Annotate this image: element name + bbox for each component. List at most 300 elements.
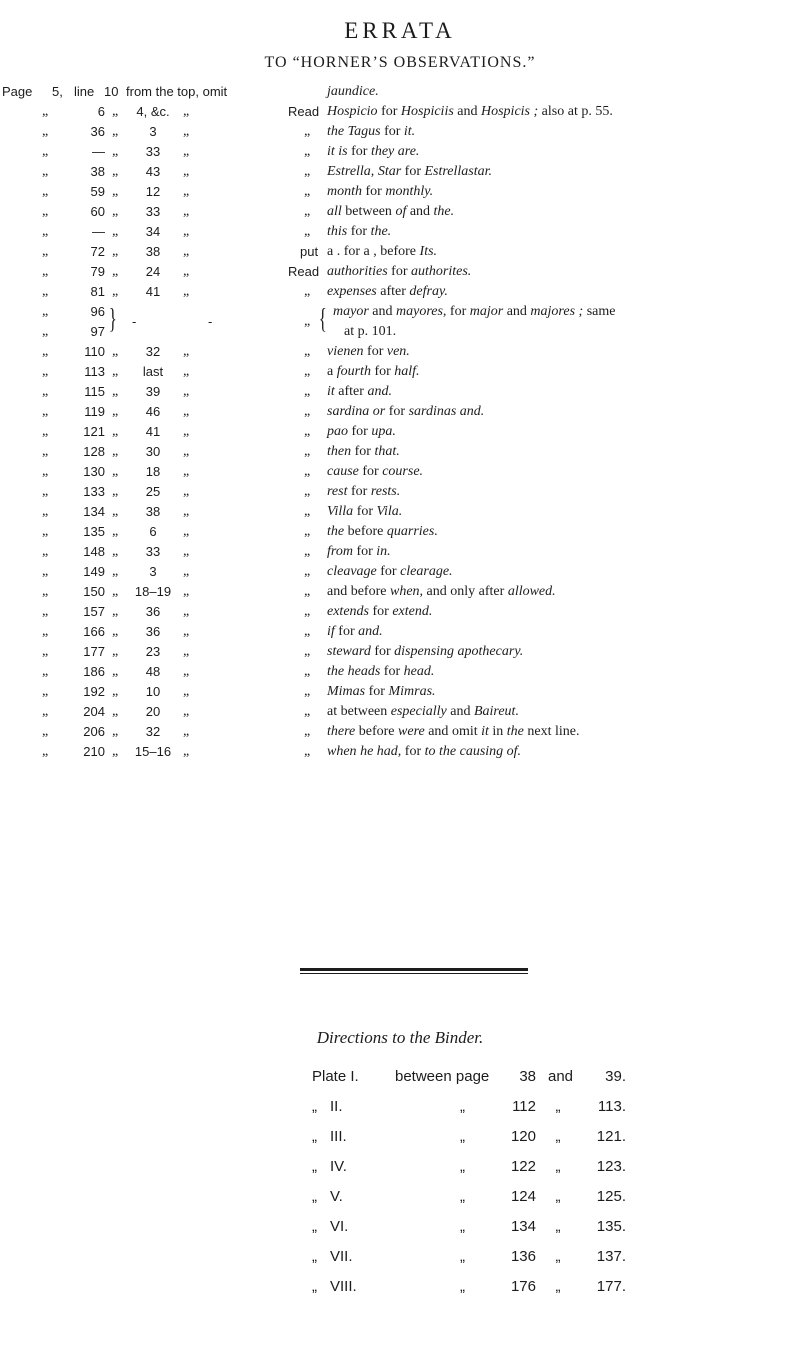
page-number: 79 (90, 264, 105, 279)
action-word: „ (304, 444, 311, 459)
line-number: 32 (145, 724, 161, 739)
correction-text: sardina or for sardinas and. (327, 404, 485, 419)
plate-row (0, 1158, 800, 1188)
ditto-mark: „ (183, 524, 190, 539)
ditto-mark: „ (112, 664, 119, 679)
errata-row (0, 664, 800, 684)
ditto-mark: „ (112, 744, 119, 759)
plate-number: II. (330, 1098, 343, 1115)
page-number: 134 (83, 504, 105, 519)
ditto-mark: „ (42, 484, 49, 499)
correction-text: cleavage for clearage. (327, 564, 453, 579)
errata-row (0, 744, 800, 764)
line-number: 10 (145, 684, 161, 699)
line-number: 23 (145, 644, 161, 659)
action-word: „ (304, 604, 311, 619)
to-page: 135. (596, 1218, 626, 1235)
action-word: „ (304, 624, 311, 639)
page-word: Page (2, 84, 33, 99)
ditto-mark: „ (42, 444, 49, 459)
correction-text: cause for course. (327, 464, 424, 479)
ditto-mark: „ (112, 264, 119, 279)
to-page: 121. (596, 1128, 626, 1145)
correction-text: a . for a , before Its. (327, 244, 438, 259)
action-word: „ (304, 504, 311, 519)
ditto-mark: „ (183, 404, 190, 419)
correction-text: there before were and omit it in the next line. (327, 724, 580, 739)
from-page: 120 (510, 1128, 536, 1145)
page-number: 206 (83, 724, 105, 739)
correction-text: Estrella, Star for Estrellastar. (327, 164, 493, 179)
ditto-mark: „ (304, 314, 311, 329)
ditto-mark: „ (112, 644, 119, 659)
action-word: „ (304, 344, 311, 359)
ditto-mark: „ (555, 1248, 561, 1265)
page-number: 59 (90, 184, 105, 199)
errata-row (0, 344, 800, 364)
errata-row (0, 104, 800, 124)
bracket-dash: - (132, 314, 137, 329)
action-word: „ (304, 744, 311, 759)
ditto-mark: „ (42, 204, 49, 219)
plate-number: VI. (330, 1218, 349, 1235)
line-number: 20 (145, 704, 161, 719)
ditto-mark: „ (183, 144, 190, 159)
correction-text: at p. 101. (344, 324, 397, 339)
ditto-mark: „ (112, 584, 119, 599)
binder-title: Directions to the Binder. (316, 1028, 484, 1047)
errata-bracket-row (0, 324, 800, 344)
line-number: 43 (145, 164, 161, 179)
action-word: „ (304, 224, 311, 239)
page-number: 36 (90, 124, 105, 139)
ditto-mark: „ (42, 244, 49, 259)
line-number: 18–19 (134, 584, 172, 599)
from-page: 122 (510, 1158, 536, 1175)
ditto-mark: „ (183, 344, 190, 359)
ditto-mark: „ (183, 644, 190, 659)
from-text: from the top, omit (126, 84, 228, 99)
line-number: 36 (145, 604, 161, 619)
page-number: 6 (97, 104, 105, 119)
correction-text: pao for upa. (327, 424, 396, 439)
bracket-brace: { (318, 304, 327, 335)
from-page: 124 (510, 1188, 536, 1205)
ditto-mark: „ (112, 724, 119, 739)
divider-rule (300, 968, 528, 974)
page-number: 128 (83, 444, 105, 459)
ditto-mark: „ (42, 704, 49, 719)
correction-text: all between of and the. (327, 204, 455, 219)
plate-row (0, 1218, 800, 1248)
ditto-mark: „ (112, 524, 119, 539)
errata-row (0, 724, 800, 744)
ditto-mark: „ (312, 1188, 317, 1205)
page-number: 96 (90, 304, 105, 319)
line-number: 12 (145, 184, 161, 199)
ditto-mark: „ (312, 1248, 317, 1265)
line-word: line (74, 84, 95, 99)
ditto-mark: „ (42, 644, 49, 659)
ditto-mark: „ (112, 484, 119, 499)
line-number: 33 (145, 544, 161, 559)
first-line: 10 (104, 84, 119, 99)
errata-row (0, 684, 800, 704)
page-number: 149 (83, 564, 105, 579)
page-number: 81 (90, 284, 105, 299)
ditto-mark: „ (42, 224, 49, 239)
correction-text: Hospicio for Hospiciis and Hospicis ; also at p. 55. (327, 104, 613, 119)
action-word: „ (304, 544, 311, 559)
ditto-mark: „ (112, 464, 119, 479)
ditto-mark: „ (42, 184, 49, 199)
ditto-mark: „ (112, 244, 119, 259)
ditto-mark: „ (42, 364, 49, 379)
errata-row (0, 384, 800, 404)
ditto-mark: „ (42, 464, 49, 479)
errata-row (0, 544, 800, 564)
ditto-mark: „ (183, 424, 190, 439)
ditto-mark: „ (183, 384, 190, 399)
ditto-mark: „ (112, 424, 119, 439)
page-number: 110 (84, 344, 105, 359)
ditto-mark: „ (183, 664, 190, 679)
ditto-mark: „ (460, 1248, 465, 1265)
correction-text: at between especially and Baireut. (327, 704, 519, 719)
ditto-mark: „ (112, 704, 119, 719)
line-number: 48 (145, 664, 161, 679)
errata-row (0, 144, 800, 164)
line-number: 38 (145, 504, 161, 519)
page-number: 133 (83, 484, 105, 499)
errata-row (0, 584, 800, 604)
ditto-mark: „ (183, 464, 190, 479)
from-page: 136 (510, 1248, 536, 1265)
line-number: 34 (145, 224, 161, 239)
action-word: „ (304, 724, 311, 739)
ditto-mark: „ (112, 164, 119, 179)
action-word: „ (304, 144, 311, 159)
ditto-mark: „ (312, 1158, 317, 1175)
ditto-mark: „ (42, 504, 49, 519)
ditto-mark: „ (112, 504, 119, 519)
ditto-mark: „ (460, 1158, 465, 1175)
line-number: 15–16 (134, 744, 172, 759)
ditto-mark: „ (312, 1098, 317, 1115)
ditto-mark: „ (183, 444, 190, 459)
ditto-mark: „ (312, 1128, 317, 1145)
first-page: 5, (52, 84, 63, 99)
errata-row (0, 504, 800, 524)
ditto-mark: „ (112, 124, 119, 139)
plate-row (0, 1068, 800, 1098)
ditto-mark: „ (183, 564, 190, 579)
line-number: 39 (145, 384, 161, 399)
ditto-mark: „ (460, 1128, 465, 1145)
correction-text: month for monthly. (327, 184, 434, 199)
ditto-mark: „ (555, 1188, 561, 1205)
action-word: put (300, 244, 319, 259)
ditto-mark: „ (555, 1278, 561, 1295)
correction-text: authorities for authorites. (327, 264, 472, 279)
plate-number: III. (330, 1128, 347, 1145)
correction-text: when he had, for to the causing of. (327, 744, 522, 759)
correction-text: from for in. (327, 544, 391, 559)
ditto-mark: „ (42, 424, 49, 439)
correction-text: steward for dispensing apothecary. (327, 644, 524, 659)
plate-row (0, 1248, 800, 1278)
line-number: 41 (145, 424, 161, 439)
errata-row (0, 224, 800, 244)
correction-text: the Tagus for it. (327, 124, 416, 139)
ditto-mark: „ (555, 1218, 561, 1235)
action-word: Read (288, 104, 320, 119)
ditto-mark: „ (42, 604, 49, 619)
line-number: 36 (145, 624, 161, 639)
action-word: „ (304, 644, 311, 659)
ditto-mark: „ (183, 684, 190, 699)
ditto-mark: „ (312, 1278, 317, 1295)
ditto-mark: „ (183, 264, 190, 279)
ditto-mark: „ (42, 544, 49, 559)
errata-row (0, 244, 800, 264)
ditto-mark: „ (42, 684, 49, 699)
ditto-mark: „ (183, 204, 190, 219)
action-word: „ (304, 664, 311, 679)
page-number: 38 (90, 164, 105, 179)
ditto-mark: „ (183, 124, 190, 139)
line-number: 33 (145, 204, 161, 219)
and-word: and (548, 1068, 574, 1085)
first-correction: jaundice. (327, 84, 379, 99)
errata-row (0, 484, 800, 504)
ditto-mark: „ (183, 364, 190, 379)
ditto-mark: „ (42, 164, 49, 179)
ditto-mark: „ (183, 504, 190, 519)
action-word: „ (304, 424, 311, 439)
correction-text: it is for they are. (327, 144, 420, 159)
ditto-mark: „ (42, 264, 49, 279)
to-page: 177. (596, 1278, 626, 1295)
ditto-mark: „ (183, 604, 190, 619)
line-number: 38 (145, 244, 161, 259)
between-text: between page (395, 1068, 490, 1085)
page-number: — (92, 224, 105, 239)
from-page: 134 (510, 1218, 536, 1235)
page-number: 97 (90, 324, 105, 339)
errata-row (0, 464, 800, 484)
ditto-mark: „ (183, 704, 190, 719)
page-number: — (92, 144, 105, 159)
correction-text: and before when, and only after allowed. (327, 584, 556, 599)
page-number: 157 (83, 604, 105, 619)
ditto-mark: „ (112, 204, 119, 219)
errata-row (0, 284, 800, 304)
ditto-mark: „ (183, 284, 190, 299)
action-word: „ (304, 704, 311, 719)
plate-number: V. (330, 1188, 343, 1205)
page-number: 121 (83, 424, 105, 439)
ditto-mark: „ (183, 544, 190, 559)
to-page: 137. (596, 1248, 626, 1265)
to-page: 39. (605, 1068, 626, 1085)
correction-text: mayor and mayores, for major and majores ; same (333, 304, 616, 319)
ditto-mark: „ (42, 404, 49, 419)
errata-title: ERRATA (344, 18, 456, 43)
plate-label: Plate I. (312, 1068, 359, 1085)
ditto-mark: „ (555, 1128, 561, 1145)
line-number: 33 (145, 144, 161, 159)
line-number: 30 (145, 444, 161, 459)
ditto-mark: „ (112, 364, 119, 379)
action-word: Read (288, 264, 320, 279)
plate-number: VII. (330, 1248, 353, 1265)
errata-subtitle: TO “HORNER’S OBSERVATIONS.” (264, 54, 536, 71)
page-number: 204 (83, 704, 105, 719)
ditto-mark: „ (42, 284, 49, 299)
correction-text: this for the. (327, 224, 392, 239)
action-word: „ (304, 684, 311, 699)
correction-text: the before quarries. (327, 524, 438, 539)
page-number: 113 (84, 364, 105, 379)
ditto-mark: „ (183, 164, 190, 179)
ditto-mark: „ (183, 744, 190, 759)
page-number: 135 (83, 524, 105, 539)
errata-row (0, 564, 800, 584)
action-word: „ (304, 124, 311, 139)
page-number: 192 (83, 684, 105, 699)
ditto-mark: „ (112, 104, 119, 119)
ditto-mark: „ (42, 744, 49, 759)
ditto-mark: „ (42, 564, 49, 579)
ditto-mark: „ (42, 304, 49, 319)
line-number: 25 (145, 484, 161, 499)
line-number: last (142, 364, 164, 379)
action-word: „ (304, 564, 311, 579)
ditto-mark: „ (112, 184, 119, 199)
ditto-mark: „ (460, 1218, 465, 1235)
correction-text: expenses after defray. (327, 284, 448, 299)
plate-row (0, 1098, 800, 1128)
correction-text: the heads for head. (327, 664, 435, 679)
ditto-mark: „ (183, 584, 190, 599)
errata-first-row (0, 84, 800, 104)
page-number: 72 (90, 244, 105, 259)
correction-text: Mimas for Mimras. (327, 684, 436, 699)
action-word: „ (304, 364, 311, 379)
ditto-mark: „ (112, 224, 119, 239)
ditto-mark: „ (183, 724, 190, 739)
ditto-mark: „ (112, 344, 119, 359)
page-number: 115 (84, 384, 105, 399)
to-page: 123. (596, 1158, 626, 1175)
correction-text: extends for extend. (327, 604, 433, 619)
action-word: „ (304, 184, 311, 199)
bracket-dash: - (208, 314, 213, 329)
ditto-mark: „ (183, 224, 190, 239)
action-word: „ (304, 484, 311, 499)
action-word: „ (304, 584, 311, 599)
errata-row (0, 364, 800, 384)
page-number: 148 (83, 544, 105, 559)
to-page: 113. (597, 1098, 626, 1115)
line-number: 4, &c. (136, 104, 170, 119)
correction-text: a fourth for half. (327, 364, 420, 379)
ditto-mark: „ (183, 104, 190, 119)
line-number: 32 (145, 344, 161, 359)
ditto-mark: „ (42, 344, 49, 359)
line-number: 24 (145, 264, 161, 279)
ditto-mark: „ (112, 404, 119, 419)
line-number: 46 (145, 404, 161, 419)
plate-row (0, 1128, 800, 1158)
ditto-mark: „ (112, 604, 119, 619)
ditto-mark: „ (555, 1098, 561, 1115)
ditto-mark: „ (112, 284, 119, 299)
plate-number: VIII. (330, 1278, 357, 1295)
ditto-mark: „ (460, 1188, 465, 1205)
line-number: 3 (149, 124, 157, 139)
ditto-mark: „ (42, 624, 49, 639)
correction-text: then for that. (327, 444, 400, 459)
correction-text: it after and. (327, 384, 392, 399)
action-word: „ (304, 464, 311, 479)
from-page: 112 (512, 1098, 536, 1115)
correction-text: vienen for ven. (327, 344, 410, 359)
action-word: „ (304, 284, 311, 299)
to-page: 125. (596, 1188, 626, 1205)
plate-row (0, 1278, 800, 1308)
ditto-mark: „ (112, 544, 119, 559)
correction-text: Villa for Vila. (327, 504, 403, 519)
action-word: „ (304, 164, 311, 179)
errata-row (0, 204, 800, 224)
errata-row (0, 404, 800, 424)
errata-row (0, 124, 800, 144)
ditto-mark: „ (555, 1158, 561, 1175)
page-number: 186 (83, 664, 105, 679)
errata-row (0, 164, 800, 184)
ditto-mark: „ (112, 684, 119, 699)
ditto-mark: „ (42, 144, 49, 159)
action-word: „ (304, 384, 311, 399)
line-number: 6 (149, 524, 157, 539)
bracket-brace: } (108, 304, 117, 335)
line-number: 18 (145, 464, 161, 479)
errata-row (0, 424, 800, 444)
ditto-mark: „ (42, 324, 49, 339)
action-word: „ (304, 404, 311, 419)
page-number: 210 (83, 744, 105, 759)
correction-text: rest for rests. (327, 484, 401, 499)
plate-number: IV. (330, 1158, 347, 1175)
ditto-mark: „ (112, 144, 119, 159)
ditto-mark: „ (112, 384, 119, 399)
ditto-mark: „ (42, 104, 49, 119)
ditto-mark: „ (460, 1278, 465, 1295)
ditto-mark: „ (42, 584, 49, 599)
plate-row (0, 1188, 800, 1218)
ditto-mark: „ (112, 624, 119, 639)
ditto-mark: „ (42, 124, 49, 139)
ditto-mark: „ (42, 724, 49, 739)
page-number: 177 (83, 644, 105, 659)
ditto-mark: „ (42, 384, 49, 399)
errata-row (0, 704, 800, 724)
action-word: „ (304, 524, 311, 539)
errata-row (0, 644, 800, 664)
page-number: 119 (84, 404, 105, 419)
